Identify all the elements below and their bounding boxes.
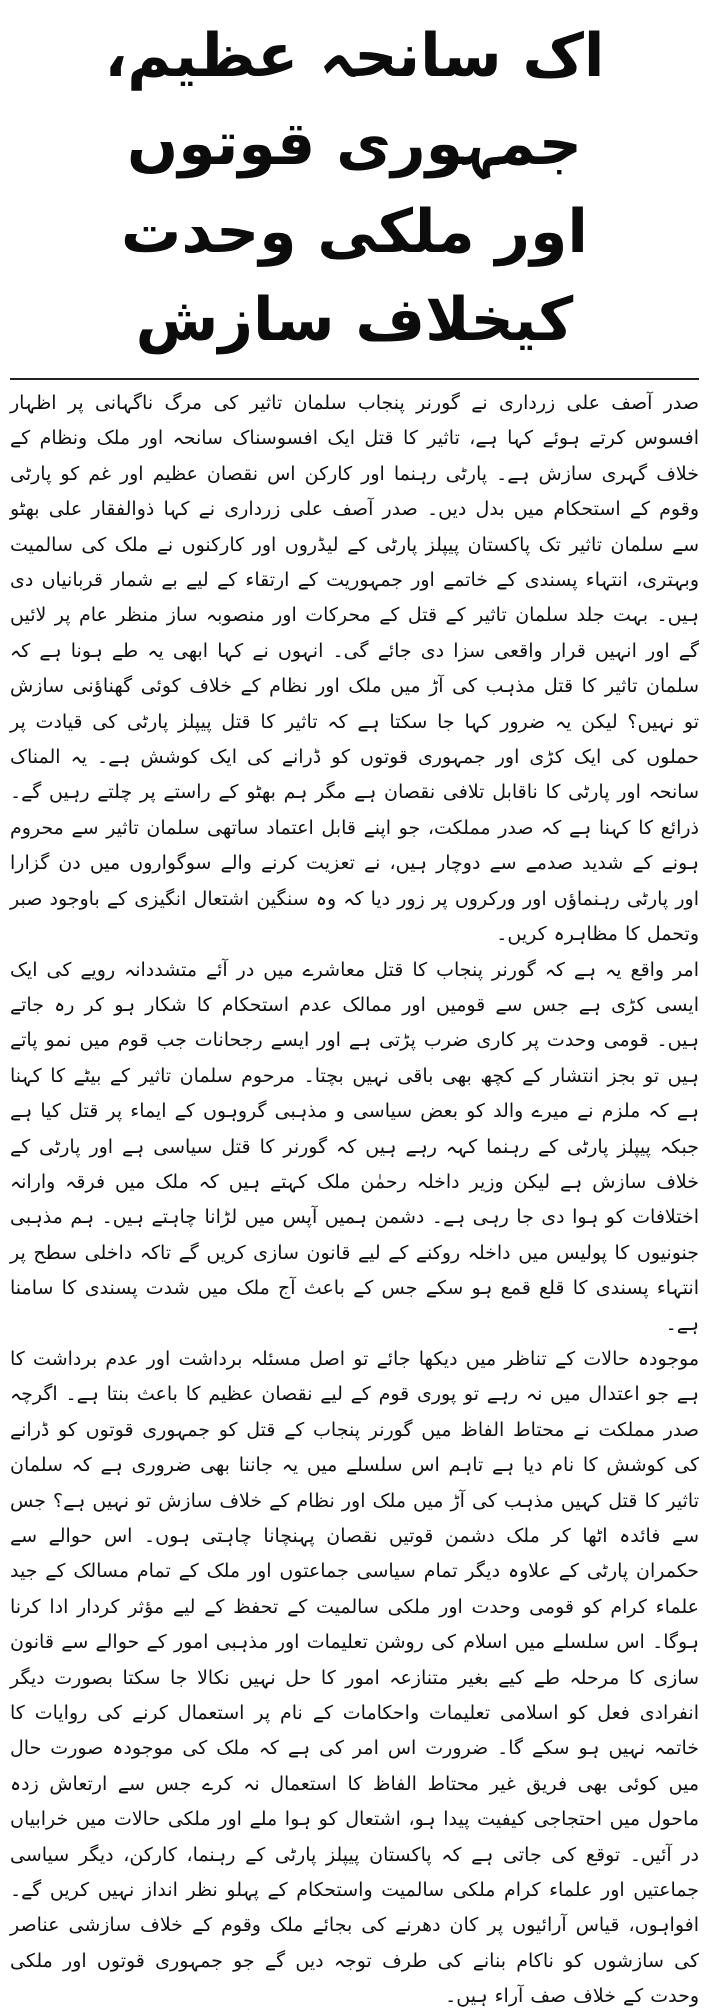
headline-line-1: اک سانحہ عظیم، جمہوری قوتوں (104, 21, 605, 179)
headline-divider (10, 378, 699, 380)
paragraph-3: موجودہ حالات کے تناظر میں دیکھا جائے تو اصل مسئلہ برداشت اور عدم برداشت کا ہے جو اعتدال میں نہ رہے تو پوری قوم کے لیے نقصان عظیم کا باعث بنتا ہے۔ اگرچہ صدر مملکت نے محتاط الفاظ میں گورنر پنجاب کے قتل کو جمہوری قوتوں کو ڈرانے کی کوشش کا نام دیا ہے تاہم اس سلسلے میں یہ جاننا بھی ضروری ہے کہ سلمان تاثیر کا قتل کہیں مذہب کی آڑ میں ملک اور نظام کے خلاف سازش تو نہیں ہے؟ جس سے فائدہ اٹھا کر ملک دشمن قوتیں نقصان پہنچانا چاہتی ہوں۔ اس حوالے سے حکمران پارٹی کے علاوہ دیگر تمام سیاسی جماعتوں اور ملک کے تمام مسالک کے جید علماء کرام کو قومی وحدت اور ملکی سالمیت کے تحفظ کے لیے مؤثر کردار ادا کرنا ہوگا۔ اس سلسلے میں اسلام کی روشن تعلیمات اور مذہبی امور کے حوالے سے قانون سازی کا مرحلہ طے کیے بغیر متنازعہ امور کا حل نہیں نکالا جا سکتا بصورت دیگر انفرادی فعل کو اسلامی تعلیمات واحکامات کے نام پر استعمال کرنے کی روایات کا خاتمہ نہیں ہو سکے گا۔ ضرورت اس امر کی ہے کہ ملک کی موجودہ صورت حال میں کوئی بھی فریق غیر محتاط الفاظ کا استعمال نہ کرے جس سے ارتعاش زدہ ماحول میں احتجاجی کیفیت پیدا ہو، اشتعال کو ہوا ملے اور ملکی حالات میں خرابیاں در آئیں۔ توقع کی جاتی ہے کہ پاکستان پیپلز پارٹی کے رہنما، کارکن، دیگر سیاسی جماعتیں اور علماء کرام ملکی سالمیت واستحکام کے پہلو نظر انداز نہیں کریں گے۔ افواہوں، قیاس آرائیوں پر کان دھرنے کی بجائے ملک وقوم کے خلاف سازشی عناصر کی سازشوں کو ناکام بنانے کی طرف توجہ دیں گے جو جمہوری قوتوں اور ملکی وحدت کے خلاف صف آراء ہیں۔ (10, 1347, 699, 2008)
article-body (10, 386, 699, 2015)
paragraph-2: امر واقع یہ ہے کہ گورنر پنجاب کا قتل معاشرے میں در آئے متشددانہ رویے کی ایک ایسی کڑی ہے جس سے قومیں اور ممالک عدم استحکام کا شکار ہو کر رہ جاتے ہیں۔ قومی وحدت پر کاری ضرب پڑتی ہے اور ایسے رجحانات جب قوم میں نمو پاتے ہیں تو بجز انتشار کے کچھ بھی باقی نہیں بچتا۔ مرحوم سلمان تاثیر کے بیٹے کا کہنا ہے کہ ملزم نے میرے والد کو بعض سیاسی و مذہبی گروہوں کے ایماء پر قتل کیا ہے جبکہ پیپلز پارٹی کے رہنما کہہ رہے ہیں کہ گورنر کا قتل سیاسی ہے اور پارٹی کے خلاف سازش ہے لیکن وزیر داخلہ رحمٰن ملک کہتے ہیں کہ ملک میں فرقہ وارانہ اختلافات کو ہوا دی جا رہی ہے۔ دشمن ہمیں آپس میں لڑانا چاہتے ہیں۔ ہم مذہبی جنونیوں کا پولیس میں داخلہ روکنے کے لیے قانون سازی کریں گے تاکہ داخلی سطح پر انتہاء پسندی کا قلع قمع ہو سکے جس کے باعث آج ملک میں شدت پسندی کا سامنا ہے۔ (10, 958, 699, 1335)
headline (10, 12, 699, 364)
headline-line-2: اور ملکی وحدت کیخلاف سازش (121, 197, 588, 355)
paragraph-1: صدر آصف علی زرداری نے گورنر پنجاب سلمان تاثیر کی مرگ ناگہانی پر اظہار افسوس کرتے ہوئے کہا ہے، تاثیر کا قتل ایک افسوسناک سانحہ اور ملک ونظام کے خلاف گہری سازش ہے۔ پارٹی رہنما اور کارکن اس نقصان عظیم اور غم کو پارٹی وقوم کے استحکام میں بدل دیں۔ صدر آصف علی زرداری نے کہا ذوالفقار علی بھٹو سے سلمان تاثیر تک پاکستان پیپلز پارٹی کے لیڈروں اور کارکنوں نے ملک کی سالمیت وبہتری، انتہاء پسندی کے خاتمے اور جمہوریت کے ارتقاء کے لیے بے شمار قربانیاں دی ہیں۔ بہت جلد سلمان تاثیر کے قتل کے محرکات اور منصوبہ ساز منظر عام پر لائیں گے اور انہیں قرار واقعی سزا دی جائے گی۔ انہوں نے کہا ابھی یہ طے ہونا ہے کہ سلمان تاثیر کا قتل مذہب کی آڑ میں ملک اور نظام کے خلاف کوئی گھناؤنی سازش تو نہیں؟ لیکن یہ ضرور کہا جا سکتا ہے کہ تاثیر کا قتل پیپلز پارٹی کی قیادت پر حملوں کی ایک کڑی اور جمہوری قوتوں کو ڈرانے کی ایک کوشش ہے۔ یہ المناک سانحہ اور پارٹی کا ناقابل تلافی نقصان ہے مگر ہم بھٹو کے راستے پر چلتے رہیں گے۔ ذرائع کا کہنا ہے کہ صدر مملکت، جو اپنے قابل اعتماد ساتھی سلمان تاثیر سے محروم ہونے کے شدید صدمے سے دوچار ہیں، نے تعزیت کرنے والے سوگواروں میں دن گزارا اور پارٹی رہنماؤں اور ورکروں پر زور دیا کہ وہ سنگین اشتعال انگیزی کے باوجود صبر وتحمل کا مظاہرہ کریں۔ (10, 392, 699, 946)
